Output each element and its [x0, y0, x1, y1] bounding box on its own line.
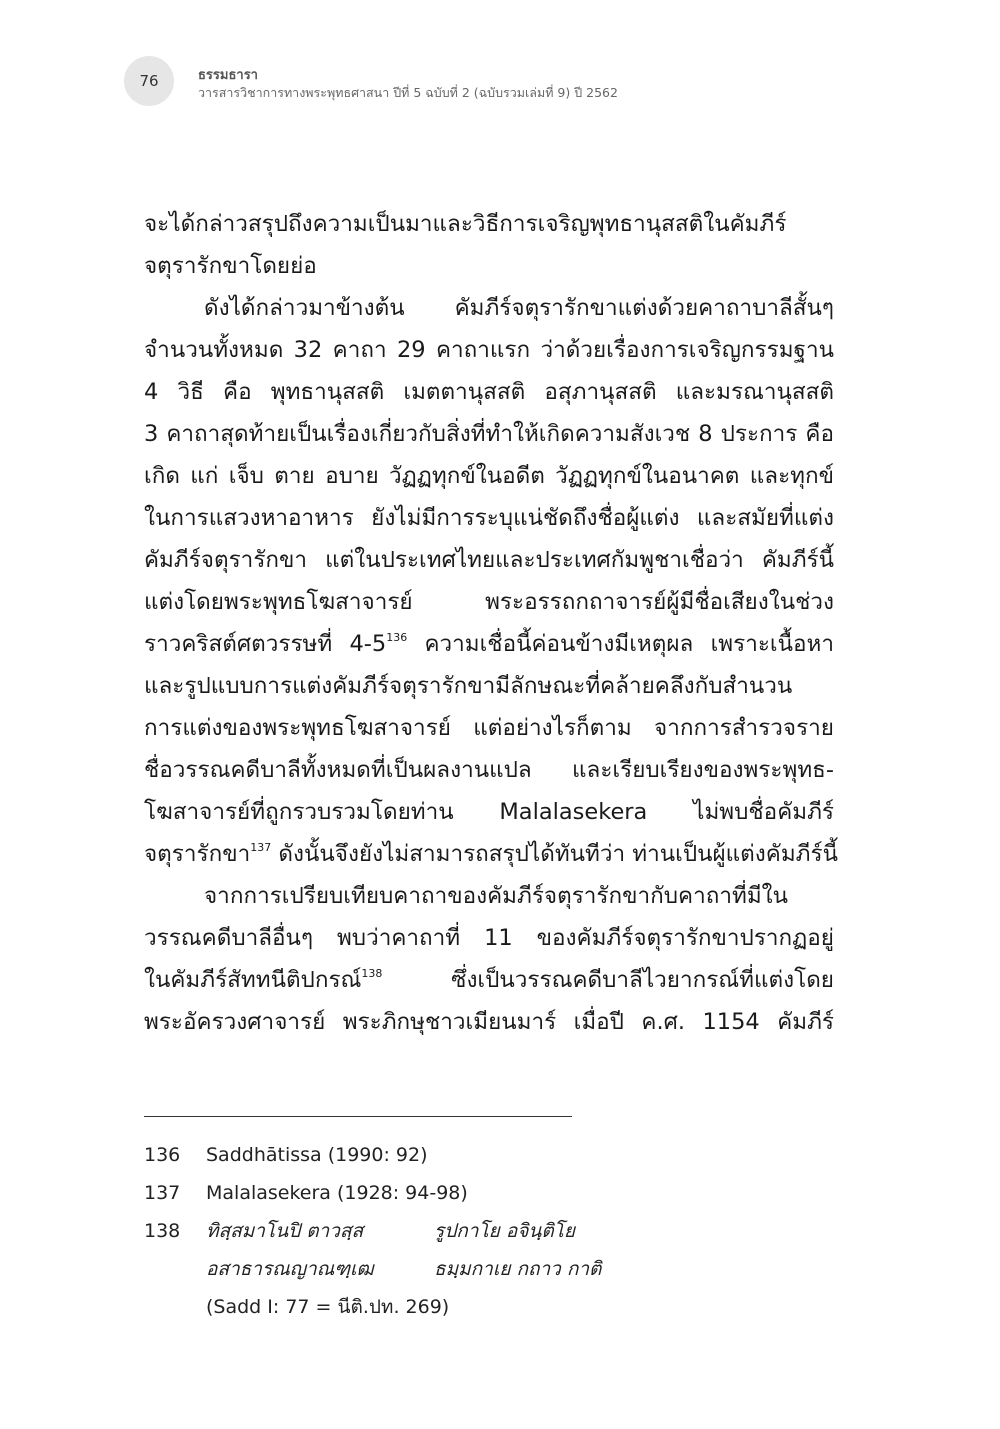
footnotes — [144, 1136, 844, 1326]
body-line: จะได้กล่าวสรุปถึงความเป็นมาและวิธีการเจริญพุทธานุสสติในคัมภีร์ — [144, 211, 787, 237]
body-text-span: ในคัมภีร์สัททนีติปกรณ์ — [144, 967, 362, 993]
body-line: จตุรารักขาโดยย่อ — [144, 253, 317, 279]
verse-text: รูปกาโย อจินฺติโย — [434, 1220, 576, 1242]
footnote-number: 137 — [144, 1182, 181, 1204]
footnote-divider — [144, 1116, 572, 1117]
body-line: โฆสาจารย์ที่ถูกรวบรวมโดยท่าน Malalasekera ไม่พบชื่อคัมภีร์ — [144, 799, 834, 825]
body-line — [144, 623, 834, 665]
footnote-136 — [144, 1136, 844, 1174]
body-line — [144, 959, 834, 1001]
body-line: จำนวนทั้งหมด 32 คาถา 29 คาถาแรก ว่าด้วยเรื่องการเจริญกรรมฐาน — [144, 337, 834, 363]
body-text-span: ความเชื่อนี้ค่อนข้างมีเหตุผล เพราะเนื้อหา — [407, 631, 834, 657]
body-text-span: ซึ่งเป็นวรรณคดีบาลีไวยากรณ์ที่แต่งโดย — [382, 967, 834, 993]
body-text-span: ราวคริสต์ศตวรรษที่ 4-5 — [144, 631, 387, 657]
footnote-138 — [144, 1212, 844, 1250]
verse-text: อสาธารณญาณฑฺเฒ — [206, 1258, 374, 1280]
footnote-text: Malalasekera (1928: 94-98) — [206, 1182, 468, 1204]
body-line: คัมภีร์จตุรารักขา แต่ในประเทศไทยและประเทศกัมพูชาเชื่อว่า คัมภีร์นี้ — [144, 547, 834, 573]
journal-subtitle: วารสารวิชาการทางพระพุทธศาสนา ปีที่ 5 ฉบับที่ 2 (ฉบับรวมเล่มที่ 9) ปี 2562 — [198, 85, 618, 100]
footnote-138-reference: (Sadd I: 77 = นีติ.ปท. 269) — [206, 1296, 450, 1318]
footnote-138-verse — [144, 1250, 844, 1288]
footnote-137 — [144, 1174, 844, 1212]
footnote-text: Saddhātissa (1990: 92) — [206, 1144, 428, 1166]
body-line: แต่งโดยพระพุทธโฆสาจารย์ พระอรรถกถาจารย์ผู้มีชื่อเสียงในช่วง — [144, 589, 834, 615]
page-number: 76 — [124, 56, 174, 106]
body-line: เกิด แก่ เจ็บ ตาย อบาย วัฏฏทุกข์ในอดีต วัฏฏทุกข์ในอนาคต และทุกข์ — [144, 463, 834, 489]
footnote-ref-137[interactable]: 137 — [250, 841, 272, 854]
body-line: ดังได้กล่าวมาข้างต้น คัมภีร์จตุรารักขาแต่งด้วยคาถาบาลีสั้นๆ — [204, 295, 834, 321]
footnote-ref-136[interactable]: 136 — [386, 631, 408, 644]
body-line: 3 คาถาสุดท้ายเป็นเรื่องเกี่ยวกับสิ่งที่ทำให้เกิดความสังเวช 8 ประการ คือ — [144, 421, 834, 447]
body-text-span: จตุรารักขา — [144, 841, 251, 867]
body-text-span: ดังนั้นจึงยังไม่สามารถสรุปได้ทันทีว่า ท่านเป็นผู้แต่งคัมภีร์นี้ — [271, 841, 838, 867]
body-line: 4 วิธี คือ พุทธานุสสติ เมตตานุสสติ อสุภานุสสติ และมรณานุสสติ — [144, 379, 834, 405]
body-line: วรรณคดีบาลีอื่นๆ พบว่าคาถาที่ 11 ของคัมภีร์จตุรารักขาปรากฏอยู่ — [144, 925, 834, 951]
footnote-ref-138[interactable]: 138 — [361, 967, 383, 980]
footnote-number: 138 — [144, 1220, 181, 1242]
footnote-number: 136 — [144, 1144, 181, 1166]
body-line: ชื่อวรรณคดีบาลีทั้งหมดที่เป็นผลงานแปล และเรียบเรียงของพระพุทธ- — [144, 757, 834, 783]
body-line: ในการแสวงหาอาหาร ยังไม่มีการระบุแน่ชัดถึงชื่อผู้แต่ง และสมัยที่แต่ง — [144, 505, 834, 531]
verse-text: ทิสฺสมาโนปิ ตาวสฺส — [206, 1220, 364, 1242]
body-line: และรูปแบบการแต่งคัมภีร์จตุรารักขามีลักษณะที่คล้ายคลึงกับสำนวน — [144, 673, 793, 699]
body-line: พระอัครวงศาจารย์ พระภิกษุชาวเมียนมาร์ เมื่อปี ค.ศ. 1154 คัมภีร์ — [144, 1009, 834, 1035]
body-line: จากการเปรียบเทียบคาถาของคัมภีร์จตุรารักขากับคาถาที่มีใน — [204, 883, 789, 909]
body-line — [144, 833, 838, 875]
body-text — [144, 203, 838, 1043]
body-line: การแต่งของพระพุทธโฆสาจารย์ แต่อย่างไรก็ตาม จากการสำรวจราย — [144, 715, 834, 741]
verse-text: ธมฺมกาเย กถาว กาติ — [434, 1258, 602, 1280]
journal-title: ธรรมธารา — [198, 68, 258, 83]
